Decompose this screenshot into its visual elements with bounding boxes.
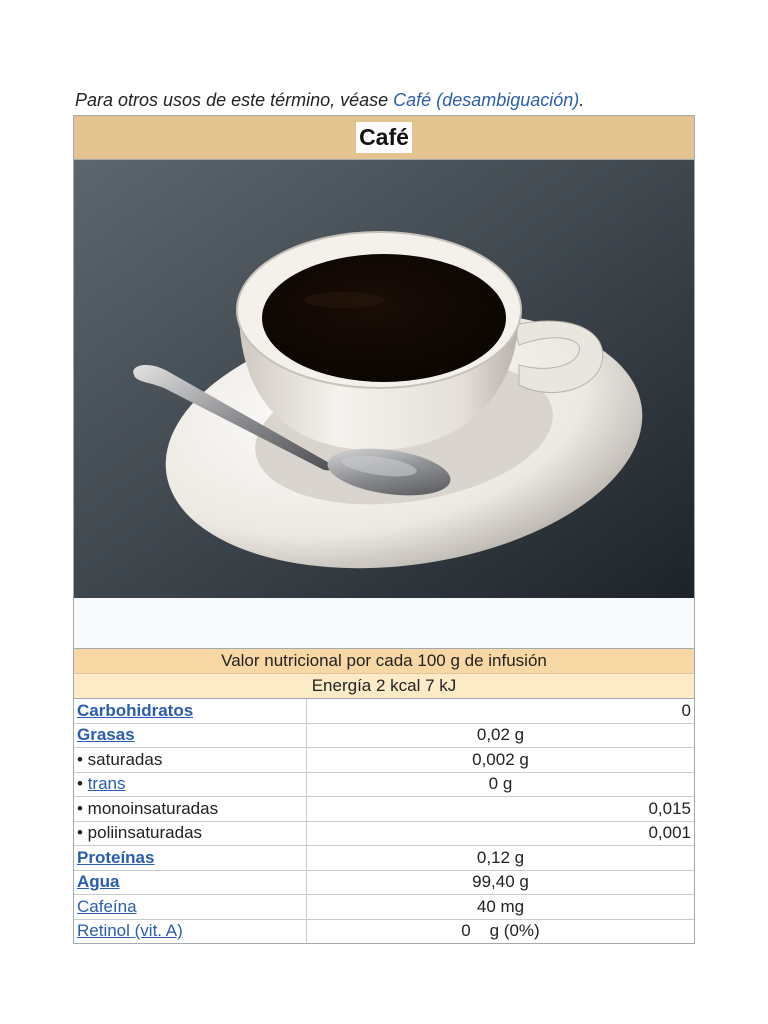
nutrient-link[interactable]: Cafeína — [77, 896, 137, 916]
nutrient-link[interactable]: trans — [87, 774, 126, 794]
nutrient-name — [74, 797, 307, 822]
nutrient-link[interactable]: Grasas — [77, 725, 135, 745]
nutrient-value: 0,12 g — [307, 846, 695, 871]
nutrient-name — [74, 870, 307, 895]
nutrient-name — [74, 919, 307, 943]
nutrition-row — [74, 772, 694, 797]
infobox — [73, 115, 695, 944]
nutrient-name — [74, 821, 307, 846]
nutrient-name — [74, 723, 307, 748]
hatnote-suffix: . — [579, 90, 585, 110]
nutrient-value: 0,002 g — [307, 748, 695, 773]
nutrient-name — [74, 699, 307, 723]
infobox-title-bar — [74, 116, 694, 160]
nutrition-row — [74, 870, 694, 895]
nutrition-row — [74, 919, 694, 943]
nutrient-label: • saturadas — [77, 749, 163, 769]
nutrient-link[interactable]: Retinol (vit. A) — [77, 921, 183, 941]
nutrition-energy: Energía 2 kcal 7 kJ — [74, 674, 694, 699]
nutrition-row — [74, 699, 694, 723]
nutrition-table — [74, 699, 694, 943]
nutrient-name — [74, 748, 307, 773]
nutrient-value: 0,001 — [307, 821, 695, 846]
nutrition-row — [74, 797, 694, 822]
nutrition-row — [74, 748, 694, 773]
nutrient-label: • monoinsaturadas — [77, 798, 219, 818]
hatnote-prefix: Para otros usos de este término, véase — [75, 90, 394, 110]
coffee-cup-illustration — [74, 160, 694, 598]
nutrition-row — [74, 846, 694, 871]
nutrient-value: 0,015 — [307, 797, 695, 822]
image-caption-area — [74, 598, 694, 649]
nutrition-row — [74, 821, 694, 846]
nutrient-name — [74, 846, 307, 871]
nutrient-value: 40 mg — [307, 895, 695, 920]
nutrient-value: 0 g — [307, 772, 695, 797]
nutrition-header: Valor nutricional por cada 100 g de infusión — [74, 649, 694, 674]
nutrient-value: 0 g (0%) — [307, 919, 695, 943]
nutrient-link[interactable]: Proteínas — [77, 847, 155, 867]
disambiguation-link[interactable]: Café (desambiguación) — [393, 90, 580, 110]
nutrient-name — [74, 895, 307, 920]
nutrient-link[interactable]: Agua — [77, 872, 120, 892]
nutrient-value: 99,40 g — [307, 870, 695, 895]
nutrient-value: 0 — [681, 700, 691, 720]
coffee-cup-image[interactable] — [74, 160, 694, 598]
nutrient-value: 0,02 g — [307, 723, 695, 748]
nutrient-link[interactable]: Carbohidratos — [77, 700, 194, 720]
nutrient-name — [74, 772, 307, 797]
bullet: • — [77, 774, 88, 794]
hatnote — [75, 90, 584, 111]
nutrition-row — [74, 895, 694, 920]
infobox-title: Café — [356, 122, 412, 153]
nutrient-label: • poliinsaturadas — [77, 823, 203, 843]
nutrition-row — [74, 723, 694, 748]
